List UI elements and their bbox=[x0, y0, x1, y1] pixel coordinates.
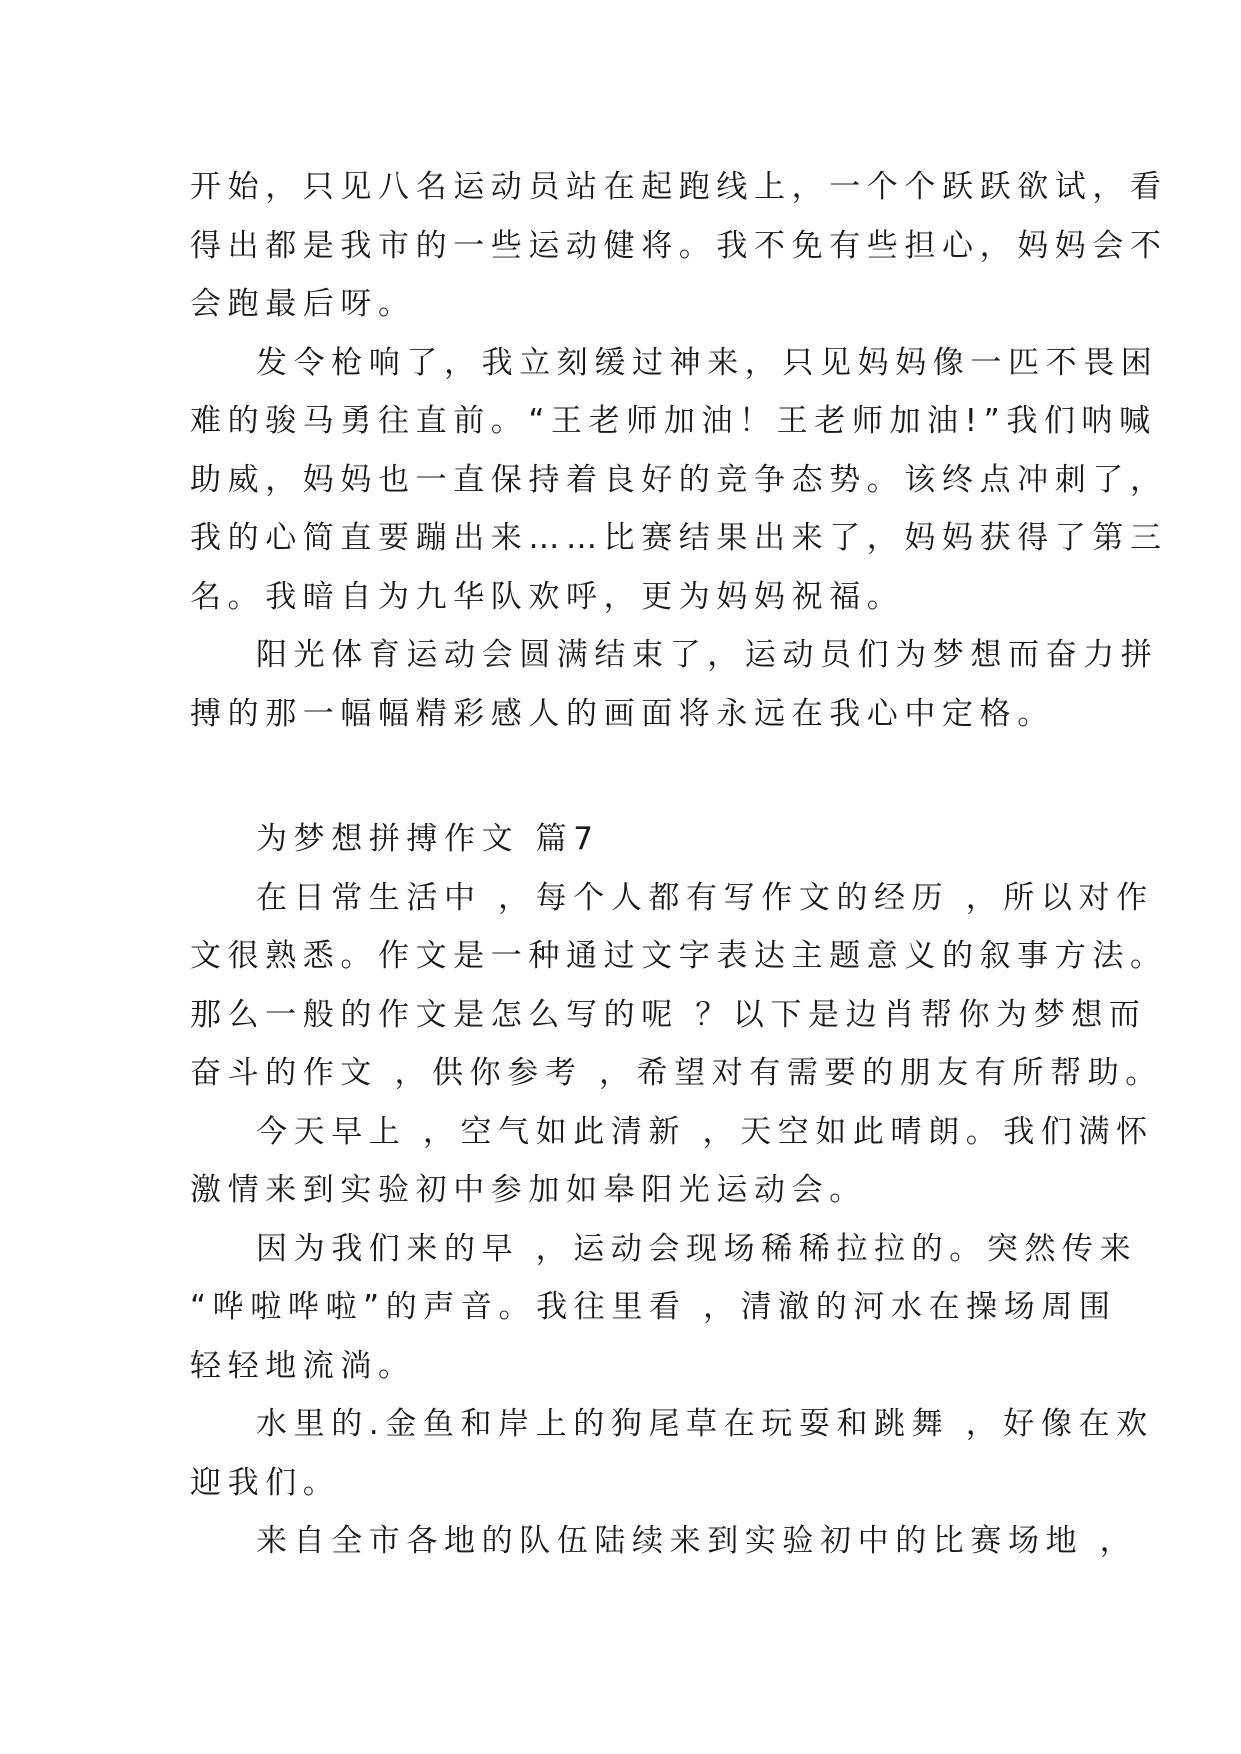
section-heading: 为梦想拼搏作文 篇7 bbox=[256, 821, 600, 857]
text-line: 文很熟悉。作文是一种通过文字表达主题意义的叙事方法。 bbox=[190, 938, 1168, 974]
text-line: 搏的那一幅幅精彩感人的画面将永远在我心中定格。 bbox=[190, 695, 1055, 732]
text-line: 名。我暗自为九华队欢呼，更为妈妈祝福。 bbox=[190, 578, 905, 615]
text-line: 迎我们。 bbox=[190, 1464, 341, 1501]
text-line: 会跑最后呀。 bbox=[190, 286, 416, 322]
text-line: 那么一般的作文是怎么写的呢 ？以下是边肖帮你为梦想而 bbox=[190, 996, 1147, 1033]
essay-text-block-2 bbox=[190, 810, 1168, 1571]
text-line: 我的心简直要蹦出来……比赛结果出来了，妈妈获得了第三 bbox=[190, 520, 1168, 556]
text-line: 奋斗的作文 ，供你参考 ，希望对有需要的朋友有所帮助。 bbox=[190, 1055, 1163, 1091]
text-line: 在日常生活中 ，每个人都有写作文的经历 ，所以对作 bbox=[256, 879, 1154, 916]
text-line: “哗啦哗啦”的声音。我往里看 ，清澈的河水在操场周围 bbox=[190, 1289, 1117, 1325]
text-line: 今天早上 ，空气如此清新 ，天空如此晴朗。我们满怀 bbox=[256, 1113, 1154, 1150]
text-line: 开始，只见八名运动员站在起跑线上，一个个跃跃欲试，看 bbox=[190, 169, 1168, 205]
text-line: 发令枪响了，我立刻缓过神来，只见妈妈像一匹不畏困 bbox=[256, 344, 1159, 381]
text-line: 来自全市各地的队伍陆续来到实验初中的比赛场地 ， bbox=[256, 1523, 1138, 1559]
text-line: 因为我们来的早 ，运动会现场稀稀拉拉的。突然传来 bbox=[256, 1230, 1138, 1267]
text-line: 水里的.金鱼和岸上的狗尾草在玩耍和跳舞 ，好像在欢 bbox=[256, 1406, 1154, 1442]
essay-text-block-1 bbox=[190, 158, 1168, 743]
text-line: 激情来到实验初中参加如皋阳光运动会。 bbox=[190, 1172, 867, 1208]
text-line: 难的骏马勇往直前。“王老师加油！王老师加油!”我们呐喊 bbox=[190, 403, 1157, 439]
text-line: 轻轻地流淌。 bbox=[190, 1347, 416, 1384]
text-line: 得出都是我市的一些运动健将。我不免有些担心，妈妈会不 bbox=[190, 227, 1168, 264]
text-line: 助威，妈妈也一直保持着良好的竞争态势。该终点冲刺了， bbox=[190, 461, 1168, 498]
text-line: 阳光体育运动会圆满结束了，运动员们为梦想而奋力拼 bbox=[256, 637, 1159, 673]
